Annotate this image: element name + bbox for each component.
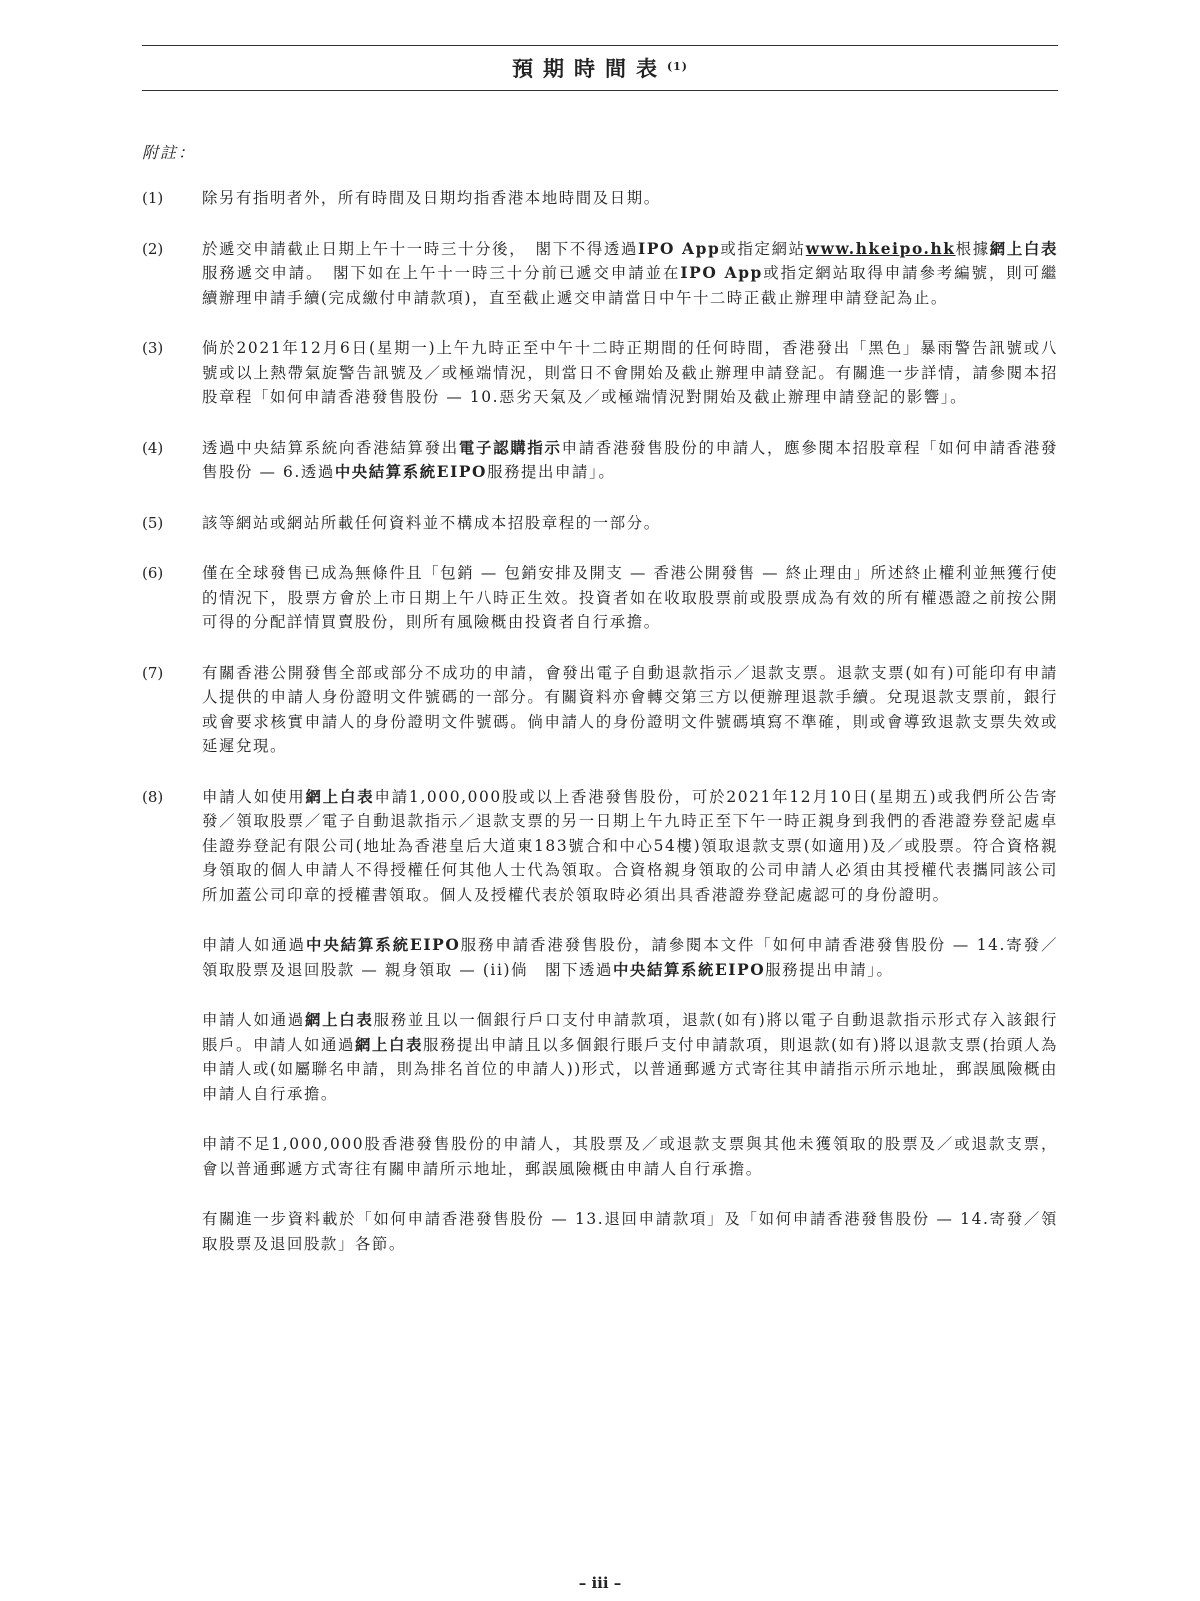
body-text: 服務並且以一個銀行戶口支付申請款項，退款(如有)將以電子自動退款指示形式存入該銀行賬戶。申請人如通過 <box>202 1011 1058 1054</box>
body-text: 服務提出申請」。 <box>765 960 894 979</box>
body-text: 服務提出申請」。 <box>487 463 616 481</box>
emphasis-text: 網上白表 <box>304 1011 374 1029</box>
body-text: 僅在全球發售已成為無條件且「包銷 — 包銷安排及開支 — 香港公開發售 — 終止理由」所述終止權利並無獲行使的情況下，股票方會於上市日期上午八時正生效。投資者如在收取股票前或股票成為有效的所有權憑證之前按公開可得的分配詳情買賣股份，則所有風險概由投資者自行承擔。 <box>202 564 1058 631</box>
page-number: – iii – <box>578 1574 622 1592</box>
note-item <box>142 785 1058 1257</box>
note-number: (2) <box>142 239 164 258</box>
note-paragraph <box>202 661 1058 759</box>
note-paragraph <box>202 1207 1058 1256</box>
note-number: (6) <box>142 564 164 582</box>
emphasis-text: 中央結算系統EIPO <box>306 936 461 954</box>
notes-label: 附註： <box>142 143 197 162</box>
emphasis-text: IPO App <box>638 239 721 258</box>
body-text: 有關香港公開發售全部或部分不成功的申請，會發出電子自動退款指示／退款支票。退款支票(如有)可能印有申請人提供的申請人身份證明文件號碼的一部分。有關資料亦會轉交第三方以便辦理退款手續。兌現退款支票前，銀行或會要求核實申請人的身份證明文件號碼。倘申請人的身份證明文件號碼填寫不準確，則或會導致退款支票失效或延遲兌現。 <box>202 663 1058 755</box>
note-paragraph <box>202 436 1058 485</box>
body-text: 申請人如通過 <box>202 1011 305 1029</box>
header-top-rule <box>142 45 1058 46</box>
note-paragraph <box>202 1132 1058 1181</box>
body-text: 服務遞交申請。 閣下如在上午十一時三十分前已遞交申請並在 <box>202 264 681 282</box>
page-title <box>142 52 1058 84</box>
body-text: 申請人如使用 <box>202 787 306 806</box>
body-text: 根據 <box>955 239 990 258</box>
body-text: 或指定網站 <box>720 239 806 258</box>
note-number: (5) <box>142 513 164 532</box>
body-text: 倘於2021年12月6日(星期一)上午九時正至中午十二時正期間的任何時間，香港發出「黑色」暴雨警告訊號或八號或以上熱帶氣旋警告訊號及／或極端情況，則當日不會開始及截止辦理申請登記。有關進一步詳情，請參閱本招股章程「如何申請香港發售股份 — 10.惡劣天氣及／或極端情況對開始及截止辦理申請登記的影響」。 <box>202 339 1058 406</box>
note-item <box>142 186 1058 211</box>
body-text: 除另有指明者外，所有時間及日期均指香港本地時間及日期。 <box>202 189 661 207</box>
body-text: 申請人如通過 <box>202 936 307 954</box>
body-text: 申請不足1,000,000股香港發售股份的申請人，其股票及／或退款支票與其他未獲領取的股票及／或退款支票，會以普通郵遞方式寄往有關申請所示地址，郵誤風險概由申請人自行承擔。 <box>202 1135 1058 1178</box>
body-text: 有關進一步資料載於「如何申請香港發售股份 — 13.退回申請款項」及「如何申請香港發售股份 — 14.寄發／領取股票及退回股款」各節。 <box>202 1210 1058 1253</box>
emphasis-text: 中央結算系統EIPO <box>613 960 766 979</box>
note-paragraph <box>202 336 1058 410</box>
note-paragraph <box>202 511 1058 536</box>
body-text: 服務提出申請且以多個銀行賬戶支付申請款項，則退款(如有)將以退款支票(抬頭人為申請人或(如屬聯名申請，則為排名首位的申請人))形式，以普通郵遞方式寄往其申請指示所示地址，郵誤風險概由申請人自行承擔。 <box>202 1035 1058 1103</box>
emphasis-text: IPO App <box>680 264 763 282</box>
note-item <box>142 511 1058 536</box>
body-text: 透過中央結算系統向香港結算發出 <box>202 438 459 457</box>
note-paragraph <box>202 186 1058 211</box>
header-bottom-rule <box>142 90 1058 91</box>
note-paragraph <box>202 1008 1058 1106</box>
note-number: (7) <box>142 663 164 682</box>
note-number: (8) <box>142 787 164 806</box>
body-text: 該等網站或網站所載任何資料並不構成本招股章程的一部分。 <box>202 513 661 532</box>
emphasis-text: 網上白表 <box>305 787 375 806</box>
note-number: (4) <box>142 438 164 457</box>
emphasis-text: 中央結算系統EIPO <box>334 463 488 481</box>
note-paragraph <box>202 785 1058 908</box>
body-text: 服務申請香港發售股份，請參閱本文件「如何申請香港發售股份 — 14.寄發／領取股票及退回股款 — 親身領取 — (ii)倘 閣下透過 <box>202 936 1058 979</box>
emphasis-text: 電子認購指示 <box>458 438 562 457</box>
emphasis-text: 網上白表 <box>355 1035 424 1054</box>
body-text: 申請1,000,000股或以上香港發售股份，可於2021年12月10日(星期五)或我們所公告寄發／領取股票／電子自動退款指示／退款支票的另一日期上午九時正至下午一時正親身到我們的香港證券登記處卓佳證券登記有限公司(地址為香港皇后大道東183號合和中心54樓)領取退款支票(如適用)及／或股票。符合資格親身領取的個人申請人不得授權任何其他人士代為領取。合資格親身領取的公司申請人必須由其授權代表攜同該公司所加蓋公司印章的授權書領取。個人及授權代表於領取時必須出具香港證券登記處認可的身份證明。 <box>202 787 1059 904</box>
note-item <box>142 561 1058 635</box>
body-text: 於遞交申請截止日期上午十一時三十分後， 閣下不得透過 <box>202 239 639 258</box>
note-number: (1) <box>142 189 164 207</box>
note-item <box>142 436 1058 485</box>
note-number: (3) <box>142 339 164 357</box>
title-footnote-marker: (1) <box>666 60 689 73</box>
notes-list <box>142 186 1058 1282</box>
title-text: 預期時間表 <box>511 56 667 81</box>
note-paragraph <box>202 933 1058 982</box>
note-item <box>142 661 1058 759</box>
emphasis-text: www.hkeipo.hk <box>805 239 956 258</box>
emphasis-text: 網上白表 <box>989 239 1058 258</box>
note-item <box>142 336 1058 410</box>
note-paragraph <box>202 561 1058 635</box>
note-paragraph <box>202 237 1058 311</box>
note-item <box>142 237 1058 311</box>
body-text: 或指定網站取得申請參考編號，則可繼續辦理申請手續(完成繳付申請款項)，直至截止遞交申請當日中午十二時正截止辦理申請登記為止。 <box>202 264 1059 307</box>
body-text: 申請香港發售股份的申請人，應參閱本招股章程「如何申請香港發售股份 — 6.透過 <box>202 438 1058 481</box>
